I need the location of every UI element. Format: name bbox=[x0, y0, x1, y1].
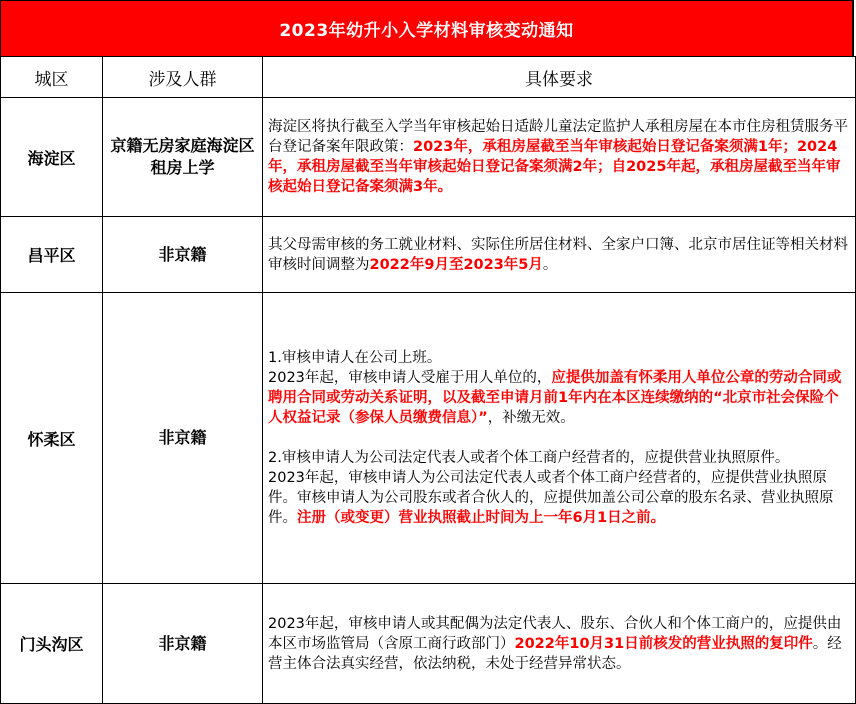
header-district: 城区 bbox=[1, 57, 103, 98]
group-cell: 非京籍 bbox=[103, 584, 263, 704]
table-row-changping bbox=[1, 217, 856, 293]
district-cell: 门头沟区 bbox=[1, 584, 103, 704]
requirements-table bbox=[0, 56, 856, 704]
spacer bbox=[268, 428, 849, 448]
requirement-text: 2023年起，审核申请人为公司法定代表人或者个体工商户经营者的，应提供营业执照原件。审核申请人为公司股东或者合伙人的，应提供加盖公司公章的股东名录、营业执照原件。 bbox=[268, 470, 834, 526]
item1-title: 1.审核申请人在公司上班。 bbox=[268, 350, 442, 366]
requirement-text: 2023年起，审核申请人或其配偶为法定代表人、股东、合伙人和个体工商户的，应提供由本区市场监管局（含原工商行政部门） bbox=[268, 615, 842, 652]
header-row bbox=[1, 57, 856, 98]
requirement-highlight: 2022年10月31日前核发的营业执照的复印件 bbox=[514, 635, 813, 652]
group-cell: 非京籍 bbox=[103, 217, 263, 293]
group-cell: 京籍无房家庭海淀区租房上学 bbox=[103, 98, 263, 217]
requirement-cell bbox=[263, 98, 856, 217]
table-row-mentougou bbox=[1, 584, 856, 704]
requirement-highlight: 注册（或变更）营业执照截止时间为上一年6月1日之前。 bbox=[297, 510, 666, 526]
requirement-text: 2023年起，审核申请人受雇于用人单位的， bbox=[268, 370, 552, 386]
requirement-text-end: 。 bbox=[542, 256, 558, 273]
district-cell: 昌平区 bbox=[1, 217, 103, 293]
requirement-highlight: 2023年，承租房屋截至当年审核起始日登记备案须满1年；2024年，承租房屋截至当年审核起始日登记备案须满2年；自2025年起，承租房屋截至当年审核起始日登记备案须满3年。 bbox=[268, 139, 841, 195]
district-cell: 怀柔区 bbox=[1, 293, 103, 584]
requirement-text-end: 。经营主体合法真实经营，依法纳税，未处于经营异常状态。 bbox=[268, 635, 842, 672]
header-group: 涉及人群 bbox=[103, 57, 263, 98]
requirement-text: 海淀区将执行截至入学当年审核起始日适龄儿童法定监护人承租房屋在本市住房租赁服务平台登记备案年限政策： bbox=[268, 119, 848, 155]
requirement-cell bbox=[263, 584, 856, 704]
district-cell: 海淀区 bbox=[1, 98, 103, 217]
requirement-cell bbox=[263, 217, 856, 293]
header-requirement: 具体要求 bbox=[263, 57, 856, 98]
requirement-text-end: ，补缴无效。 bbox=[487, 410, 575, 426]
group-cell: 非京籍 bbox=[103, 293, 263, 584]
requirement-text: 其父母需审核的务工就业材料、实际住所居住材料、全家户口簿、北京市居住证等相关材料审核时间调整为 bbox=[268, 236, 848, 273]
table-row-haidian bbox=[1, 98, 856, 217]
item1-body bbox=[268, 368, 849, 428]
requirement-cell bbox=[263, 293, 856, 584]
notice-title bbox=[1, 1, 854, 56]
item2-body bbox=[268, 468, 849, 528]
table-row-huairou bbox=[1, 293, 856, 584]
title-text: 2023年幼升小入学材料审核变动通知 bbox=[279, 21, 574, 41]
requirement-highlight: 应提供加盖有怀柔用人单位公章的劳动合同或聘用合同或劳动关系证明，以及截至申请月前1年内在本区连续缴纳的“北京市社会保险个人权益记录（参保人员缴费信息）” bbox=[268, 370, 842, 426]
requirement-highlight: 2022年9月至2023年5月 bbox=[369, 256, 543, 273]
item2-title: 2.审核申请人为公司法定代表人或者个体工商户经营者的，应提供营业执照原件。 bbox=[268, 450, 790, 466]
